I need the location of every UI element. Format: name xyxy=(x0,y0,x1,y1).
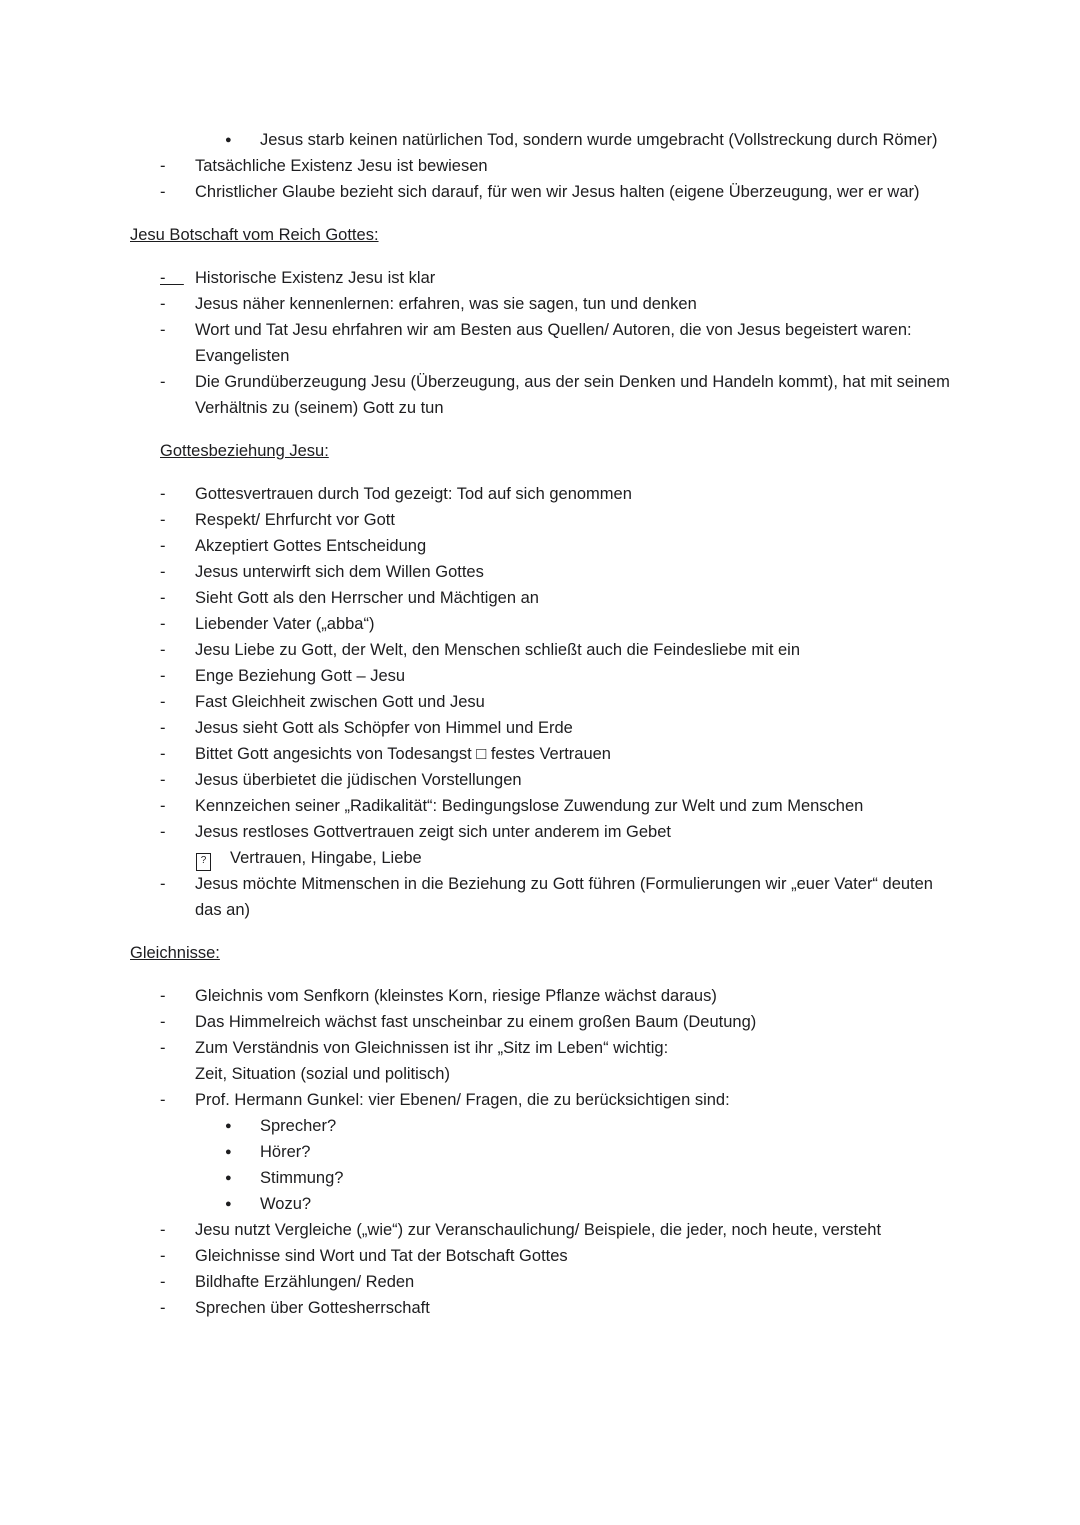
list-item xyxy=(130,715,958,741)
text-line: Sieht Gott als den Herrscher und Mächtigen an xyxy=(195,589,539,607)
list-item xyxy=(130,559,958,585)
dash-marker: - xyxy=(160,641,166,659)
list-item xyxy=(130,291,958,317)
dash-marker: - xyxy=(160,589,166,607)
list-item xyxy=(130,1243,958,1269)
text-line: Wort und Tat Jesu ehrfahren wir am Besten aus Quellen/ Autoren, die von Jesus begeistert waren: Evangelisten xyxy=(195,321,912,365)
bullet-icon: ● xyxy=(225,134,232,146)
question-box-icon: ? xyxy=(196,853,211,871)
sub-list-item xyxy=(130,127,958,153)
continuation-line xyxy=(130,1061,958,1087)
text-line: Kennzeichen seiner „Radikalität“: Bedingungslose Zuwendung zur Welt und zum Menschen xyxy=(195,797,864,815)
dash-marker: - xyxy=(160,269,184,287)
text-line: Bittet Gott angesichts von Todesangst □ festes Vertrauen xyxy=(195,745,611,763)
text-line: Enge Beziehung Gott – Jesu xyxy=(195,667,406,685)
text-line: Jesus näher kennenlernen: erfahren, was sie sagen, tun und denken xyxy=(195,295,697,313)
bullet-icon: ● xyxy=(225,1146,232,1158)
list-item xyxy=(130,741,958,767)
sub-list-item xyxy=(130,1191,958,1217)
text-line: Jesu Liebe zu Gott, der Welt, den Menschen schließt auch die Feindesliebe mit ein xyxy=(195,641,801,659)
text-line: Stimmung? xyxy=(260,1169,344,1187)
dash-marker: - xyxy=(160,373,166,391)
dash-marker: - xyxy=(160,1247,166,1265)
list-item xyxy=(130,767,958,793)
sub-list-item xyxy=(130,1165,958,1191)
dash-marker: - xyxy=(160,875,166,893)
bullet-icon: ● xyxy=(225,1120,232,1132)
list-item xyxy=(130,179,958,205)
bullet-icon: ● xyxy=(225,1172,232,1184)
dash-marker: - xyxy=(160,321,166,339)
sub-list-item xyxy=(130,1113,958,1139)
text-line: Gottesvertrauen durch Tod gezeigt: Tod auf sich genommen xyxy=(195,485,632,503)
text-line: Jesus möchte Mitmenschen in die Beziehung zu Gott führen (Formulierungen wir „euer Vater“ deuten das an) xyxy=(195,875,933,919)
text-line: Zum Verständnis von Gleichnissen ist ihr „Sitz im Leben“ wichtig: xyxy=(195,1039,669,1057)
list-item xyxy=(130,1269,958,1295)
dash-marker: - xyxy=(160,823,166,841)
dash-marker: - xyxy=(160,1013,166,1031)
list-item xyxy=(130,983,958,1009)
list-item xyxy=(130,1087,958,1113)
text-line: Die Grundüberzeugung Jesu (Überzeugung, aus der sein Denken und Handeln kommt), hat mit seinem Verhältnis zu (seinem) Gott zu tun xyxy=(195,373,950,417)
text-line: Jesu nutzt Vergleiche („wie“) zur Veranschaulichung/ Beispiele, die jeder, noch heute, versteht xyxy=(195,1221,882,1239)
list-item xyxy=(130,317,958,369)
text-line: Gleichnisse sind Wort und Tat der Botschaft Gottes xyxy=(195,1247,568,1265)
text-line: Gleichnis vom Senfkorn (kleinstes Korn, riesige Pflanze wächst daraus) xyxy=(195,987,717,1005)
list-item xyxy=(130,1009,958,1035)
dash-marker: - xyxy=(160,485,166,503)
text-line: Wozu? xyxy=(260,1195,312,1213)
text-line: Liebender Vater („abba“) xyxy=(195,615,375,633)
list-item xyxy=(130,611,958,637)
dash-marker: - xyxy=(160,537,166,555)
result-list-item xyxy=(130,845,958,871)
list-item xyxy=(130,1295,958,1321)
text-line: Sprechen über Gottesherrschaft xyxy=(195,1299,430,1317)
text-line: Jesus sieht Gott als Schöpfer von Himmel und Erde xyxy=(195,719,573,737)
text-line: Jesus unterwirft sich dem Willen Gottes xyxy=(195,563,484,581)
text-line: Bildhafte Erzählungen/ Reden xyxy=(195,1273,415,1291)
text-line: Gottesbeziehung Jesu: xyxy=(160,442,329,460)
dash-marker: - xyxy=(160,157,166,175)
list-item xyxy=(130,507,958,533)
list-item xyxy=(130,153,958,179)
dash-marker: - xyxy=(160,719,166,737)
dash-marker: - xyxy=(160,1221,166,1239)
text-line: Jesus starb keinen natürlichen Tod, sondern wurde umgebracht (Vollstreckung durch Römer) xyxy=(260,131,938,149)
list-item xyxy=(130,637,958,663)
list-item xyxy=(130,663,958,689)
text-line: Jesus überbietet die jüdischen Vorstellungen xyxy=(195,771,522,789)
dash-marker: - xyxy=(160,615,166,633)
text-line: Das Himmelreich wächst fast unscheinbar zu einem großen Baum (Deutung) xyxy=(195,1013,757,1031)
text-line: Tatsächliche Existenz Jesu ist bewiesen xyxy=(195,157,488,175)
text-line: Vertrauen, Hingabe, Liebe xyxy=(230,849,422,867)
list-item xyxy=(130,369,958,421)
text-line: Prof. Hermann Gunkel: vier Ebenen/ Fragen, die zu berücksichtigen sind: xyxy=(195,1091,730,1109)
text-line: Christlicher Glaube bezieht sich darauf, für wen wir Jesus halten (eigene Überzeugung, wer er war) xyxy=(195,183,920,201)
list-item xyxy=(130,793,958,819)
text-line: Fast Gleichheit zwischen Gott und Jesu xyxy=(195,693,485,711)
marker-cell xyxy=(196,845,230,871)
text-line: Historische Existenz Jesu ist klar xyxy=(195,269,436,287)
section-heading xyxy=(130,222,958,248)
list-item xyxy=(130,533,958,559)
dash-marker: - xyxy=(160,183,166,201)
dash-marker: - xyxy=(160,745,166,763)
dash-marker: - xyxy=(160,511,166,529)
text-line: Sprecher? xyxy=(260,1117,337,1135)
list-item xyxy=(130,1217,958,1243)
text-line: Akzeptiert Gottes Entscheidung xyxy=(195,537,427,555)
list-item xyxy=(130,689,958,715)
sub-section-heading xyxy=(130,438,958,464)
dash-marker: - xyxy=(160,667,166,685)
dash-marker: - xyxy=(160,693,166,711)
page-content xyxy=(130,127,958,1321)
list-item xyxy=(130,819,958,845)
text-line: Zeit, Situation (sozial und politisch) xyxy=(195,1065,450,1083)
dash-marker: - xyxy=(160,987,166,1005)
list-item xyxy=(130,481,958,507)
list-item xyxy=(130,585,958,611)
text-line: Gleichnisse: xyxy=(130,944,220,962)
text-line: Jesu Botschaft vom Reich Gottes: xyxy=(130,226,379,244)
text-line: Hörer? xyxy=(260,1143,311,1161)
list-item xyxy=(130,871,958,923)
dash-marker: - xyxy=(160,797,166,815)
dash-marker: - xyxy=(160,771,166,789)
text-line: Respekt/ Ehrfurcht vor Gott xyxy=(195,511,395,529)
sub-list-item xyxy=(130,1139,958,1165)
dash-marker: - xyxy=(160,295,166,313)
bullet-icon: ● xyxy=(225,1198,232,1210)
dash-marker: - xyxy=(160,1299,166,1317)
list-item xyxy=(130,265,958,291)
dash-marker: - xyxy=(160,1273,166,1291)
dash-marker: - xyxy=(160,1091,166,1109)
section-heading xyxy=(130,940,958,966)
list-item xyxy=(130,1035,958,1061)
dash-marker: - xyxy=(160,563,166,581)
dash-marker: - xyxy=(160,1039,166,1057)
text-line: Jesus restloses Gottvertrauen zeigt sich unter anderem im Gebet xyxy=(195,823,671,841)
